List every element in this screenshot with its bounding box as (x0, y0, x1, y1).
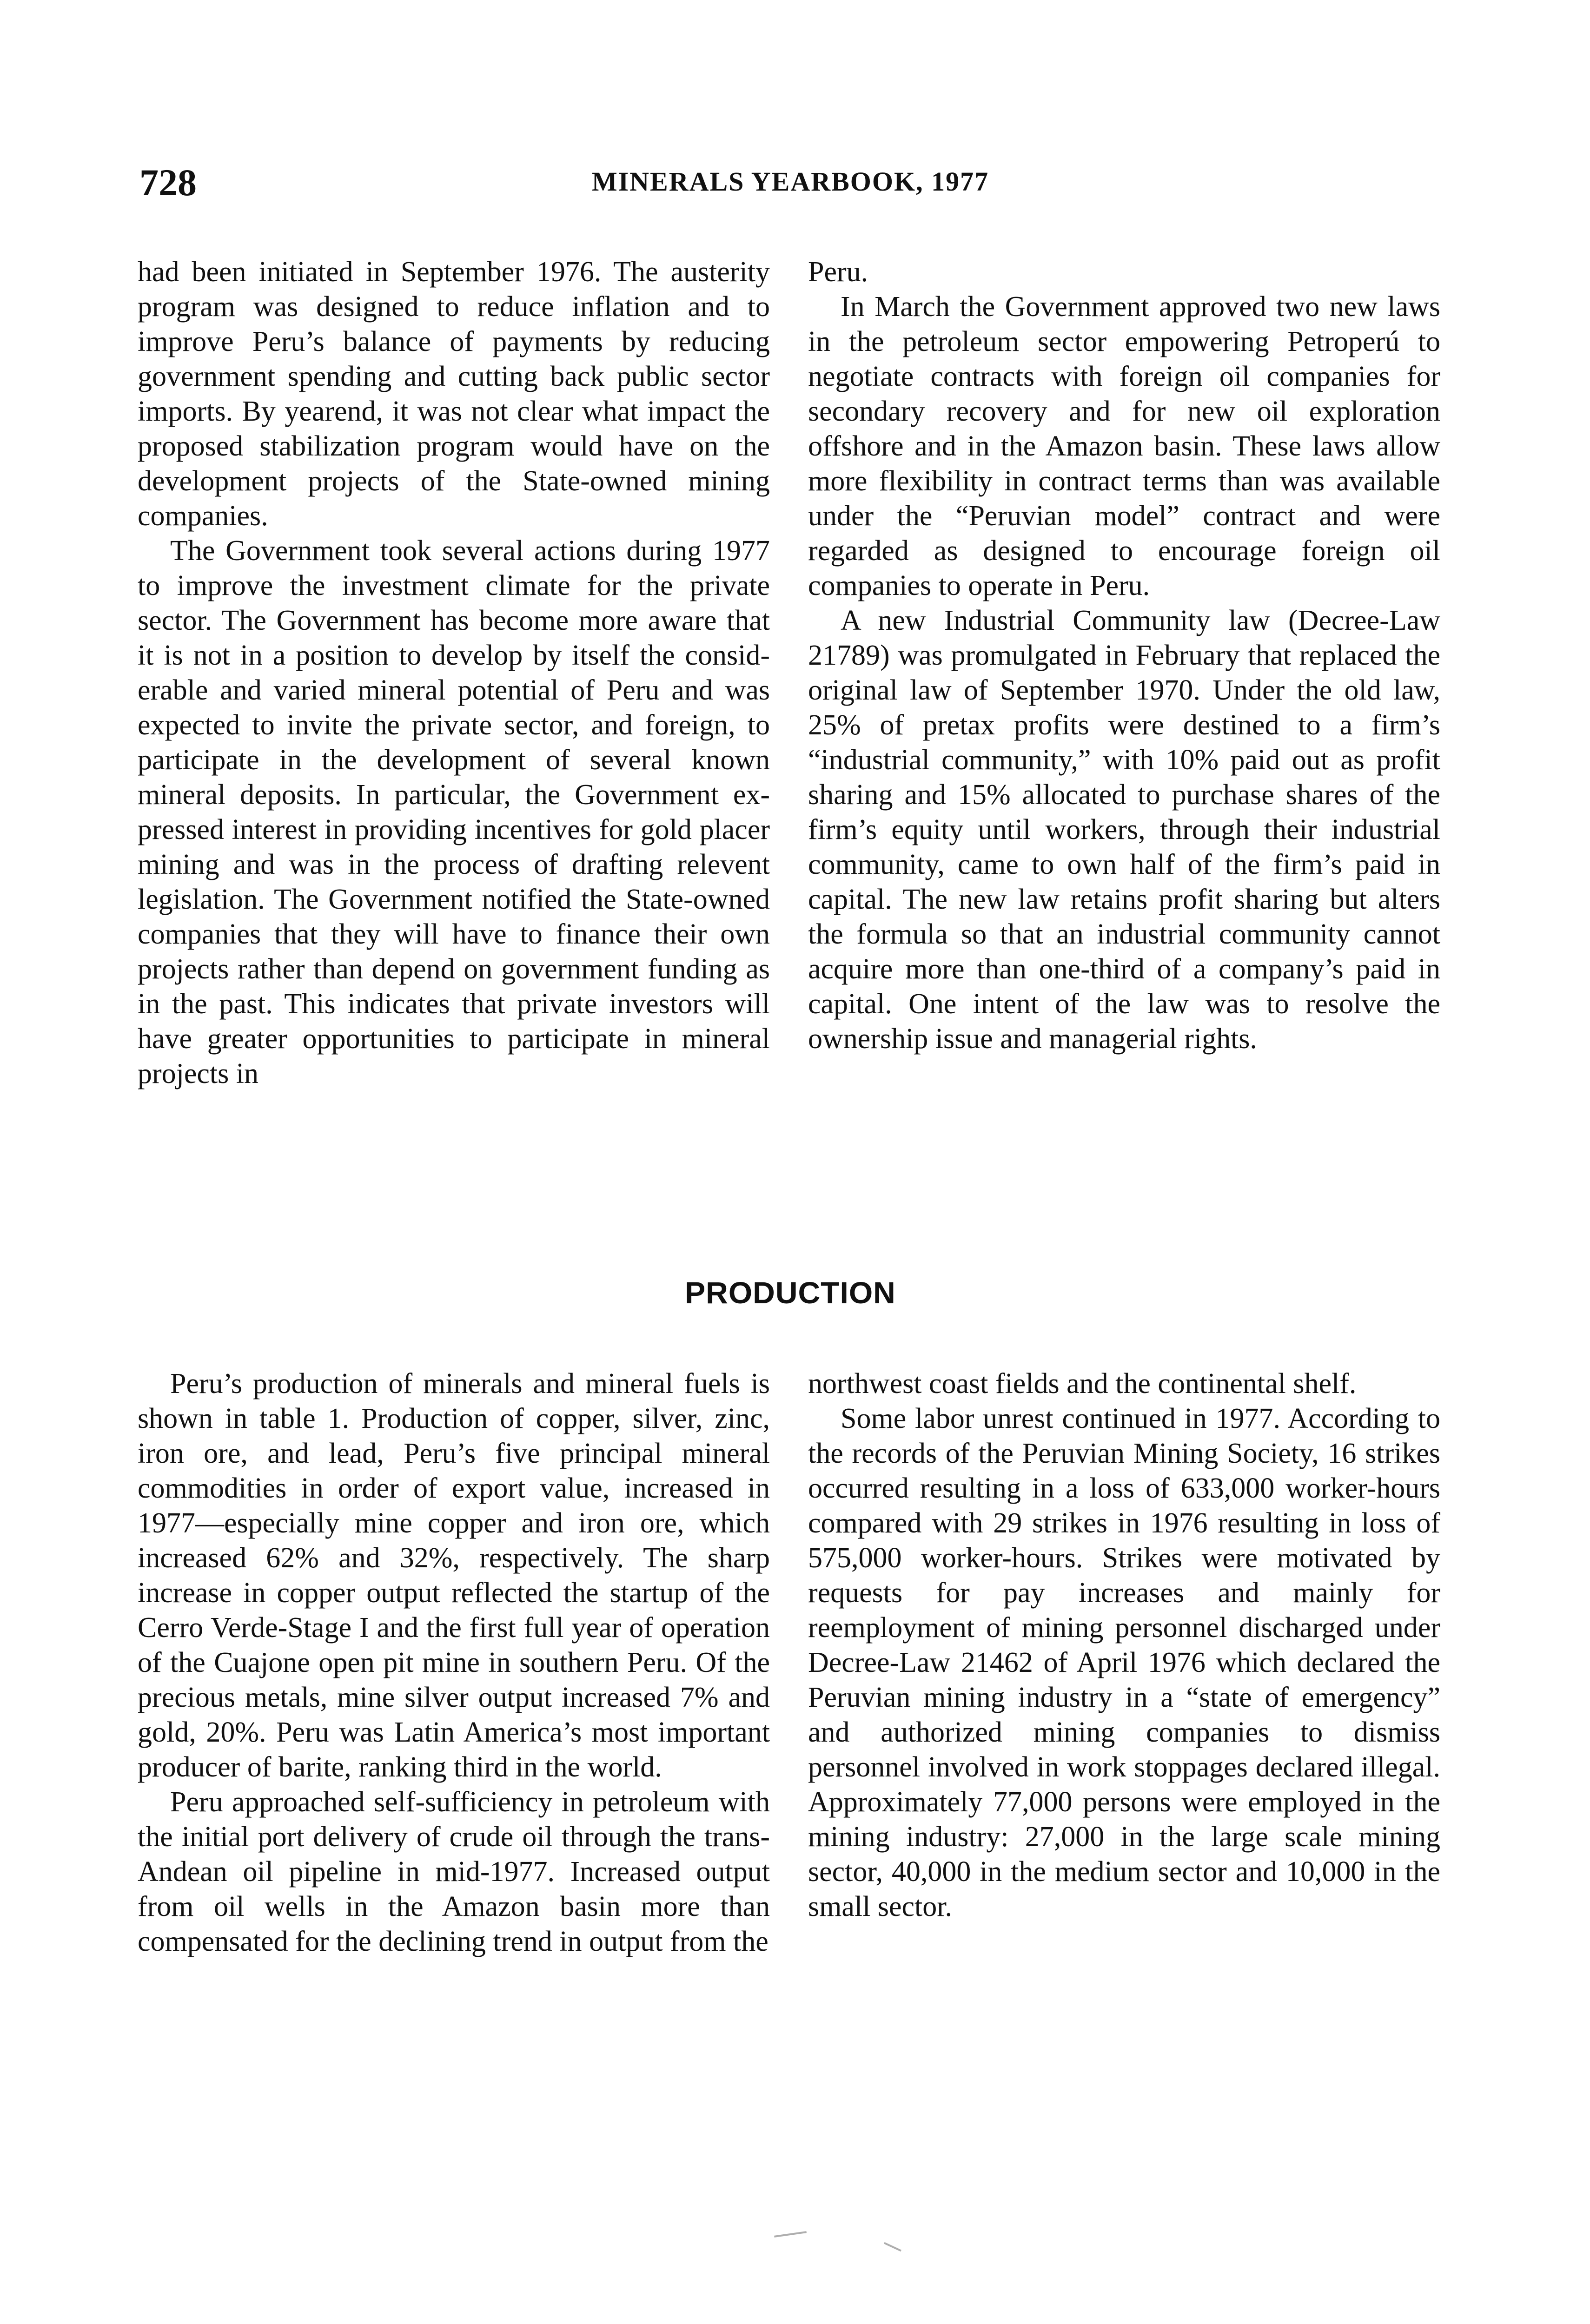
section-heading-production: PRODUCTION (685, 1275, 896, 1310)
paragraph: Peru’s production of minerals and mineral fuels is shown in table 1. Production of copper, silver, zinc, iron ore, and lead, Peru’s five principal mineral commodities in order of export value, increased in 1977—especially mine copper and iron ore, which increased 62% and 32%, respectively. The sharp increase in copper output reflected the startup of the Cerro Verde-Stage I and the first full year of operation of the Cuajone open pit mine in southern Peru. Of the precious metals, mine silver output increased 7% and gold, 20%. Peru was Latin America’s most important producer of barite, ranking third in the world. (138, 1368, 770, 1783)
scan-artifact (774, 2231, 807, 2238)
paragraph: had been initiated in September 1976. The austerity program was designed to reduce inflation and to improve Peru’s balance of payments by reducing government spending and cutting back public sector imports. By yearend, it was not clear what impact the proposed stabilization program would have on the development projects of the State-owned mining companies. (138, 256, 770, 532)
production-left-column (138, 1367, 770, 1959)
scan-artifact (884, 2242, 901, 2252)
paragraph: Peru. (808, 256, 868, 288)
paragraph: Some labor unrest continued in 1977. According to the records of the Peruvian Mining Society, 16 strikes occurred resulting in a loss of 633,000 worker-hours compared with 29 strikes in 1976 resulting in loss of 575,000 worker-hours. Strikes were motivated by requests for pay increases and mainly for reemployment of mining personnel discharged under Decree-Law 21462 of April 1976 which declared the Peruvian mining industry in a “state of emergency” and authorized mining companies to dismiss personnel involved in work stoppages declared illegal. Approximately 77,000 persons were employed in the mining industry: 27,000 in the large scale mining sector, 40,000 in the medium sector and 10,000 in the small sector. (808, 1403, 1440, 1922)
paragraph: The Government took several actions during 1977 to improve the investment climate for the private sector. The Government has become more aware that it is not in a position to develop by itself the considerable and varied mineral potential of Peru and was expected to invite the private sector, and foreign, to participate in the development of several known mineral deposits. In particular, the Government expressed interest in providing incentives for gold placer mining and was in the process of drafting relevent legislation. The Government notified the State-owned companies that they will have to finance their own projects rather than depend on government funding as in the past. This indicates that private investors will have greater opportunities to participate in mineral projects in (138, 535, 770, 1089)
paragraph: northwest coast fields and the continental shelf. (808, 1368, 1357, 1400)
paragraph: Peru approached self-sufficiency in petroleum with the initial port delivery of crude oil through the trans-Andean oil pipeline in mid-1977. Increased output from oil wells in the Amazon basin more than compensated for the declining trend in output from the (138, 1786, 770, 1957)
production-right-column (808, 1367, 1440, 1924)
top-right-column (808, 255, 1440, 1056)
page-number: 728 (139, 161, 197, 204)
running-title: MINERALS YEARBOOK, 1977 (591, 166, 989, 197)
paragraph: A new Industrial Community law (Decree-Law 21789) was promulgated in February that replaced the original law of September 1970. Under the old law, 25% of pretax profits were destined to a firm’s “industrial community,” with 10% paid out as profit sharing and 15% allocated to purchase shares of the firm’s equity until workers, through their industrial community, came to own half of the firm’s paid in capital. The new law retains profit sharing but alters the formula so that an industrial community cannot acquire more than one-third of a company’s paid in capital. One intent of the law was to resolve the ownership issue and managerial rights. (808, 605, 1440, 1055)
paragraph: In March the Government approved two new laws in the petroleum sector empowering Petroperú to negotiate contracts with foreign oil companies for secondary recovery and for new oil exploration offshore and in the Amazon basin. These laws allow more flexibility in contract terms than was available under the “Peruvian model” contract and were regarded as designed to encourage foreign oil companies to operate in Peru. (808, 291, 1440, 601)
top-left-column (138, 255, 770, 1091)
